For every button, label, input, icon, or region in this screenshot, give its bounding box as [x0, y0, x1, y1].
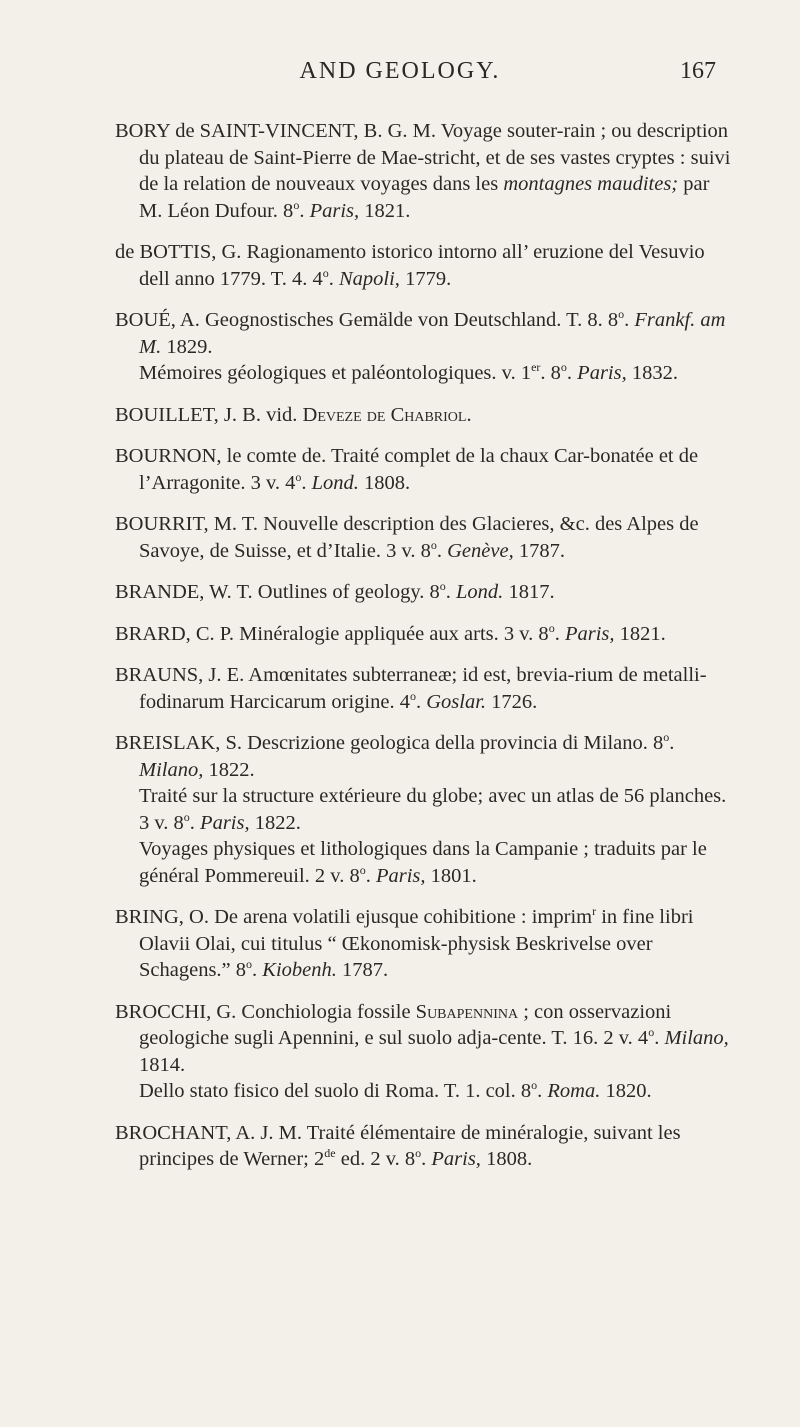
entry-line: BOUILLET, J. B. vid. Deveze de Chabriol.	[115, 403, 472, 426]
entry-bourrit	[115, 511, 733, 564]
entry-line: BRING, O. De arena volatili ejusque cohibitione : imprim$^r$ in fine libri Olavii Olai, cui titulus “ Œkonomisk-physisk Beskrivelse over Schagens.” 8$^o$. Kiobenh. 1787.	[115, 904, 694, 981]
page-number: 167	[680, 58, 716, 84]
entry-line: BRAUNS, J. E. Amœnitates subterraneæ; id est, brevia-rium de metalli-fodinarum Harcicarum origine. 4$^o$. Goslar. 1726.	[115, 664, 707, 713]
entry-bring	[115, 904, 733, 984]
bibliography-entries	[115, 118, 733, 1188]
entry-line: de BOTTIS, G. Ragionamento istorico intorno all’ eruzione del Vesuvio dell anno 1779. T. 4. 4$^o$. Napoli, 1779.	[115, 241, 705, 290]
entry-line: BROCCHI, G. Conchiologia fossile Subapennina ; con osservazioni geologiche sugli Apennini, e sul suolo adja-cente. T. 16. 2 v. 4$^o$. Milano, 1814.	[115, 1000, 729, 1076]
entry-breislak	[115, 730, 733, 889]
entry-bournon	[115, 443, 733, 496]
entry-brard	[115, 621, 733, 648]
entry-bottis	[115, 239, 733, 292]
page-header	[0, 58, 800, 98]
entry-line: BREISLAK, S. Descrizione geologica della provincia di Milano. 8$^o$. Milano, 1822.	[115, 730, 675, 781]
entry-line: Voyages physiques et lithologiques dans la Campanie ; traduits par le général Pommereuil. 2 v. 8$^o$. Paris, 1801.	[139, 838, 707, 887]
entry-line: BOURNON, le comte de. Traité complet de la chaux Car-bonatée et de l’Arragonite. 3 v. 4$^o$. Lond. 1808.	[115, 445, 699, 494]
entry-line: Mémoires géologiques et paléontologiques. v. 1er. 8$^o$. Paris, 1832.	[139, 360, 678, 384]
running-title: AND GEOLOGY.	[299, 58, 501, 84]
entry-line: BOUÉ, A. Geognostisches Gemälde von Deutschland. T. 8. 8$^o$. Frankf. am M. 1829.	[115, 307, 726, 358]
entry-brauns	[115, 662, 733, 715]
entry-bouillet	[115, 402, 733, 429]
entry-line: Dello stato fisico del suolo di Roma. T. 1. col. 8$^o$. Roma. 1820.	[139, 1078, 652, 1102]
entry-brochant	[115, 1120, 733, 1173]
entry-brocchi	[115, 999, 733, 1105]
entry-line: BRANDE, W. T. Outlines of geology. 8$^o$. Lond. 1817.	[115, 579, 555, 603]
entry-line: Traité sur la structure extérieure du globe; avec un atlas de 56 planches. 3 v. 8$^o$. Paris, 1822.	[139, 785, 727, 834]
entry-line: BRARD, C. P. Minéralogie appliquée aux arts. 3 v. 8$^o$. Paris, 1821.	[115, 620, 666, 645]
entry-line: BOURRIT, M. T. Nouvelle description des Glacieres, &c. des Alpes de Savoye, de Suisse, et d’Italie. 3 v. 8$^o$. Genève, 1787.	[115, 513, 699, 562]
entry-line: BROCHANT, A. J. M. Traité élémentaire de minéralogie, suivant les principes de Werner; 2de ed. 2 v. 8$^o$. Paris, 1808.	[115, 1121, 681, 1170]
entry-boue	[115, 307, 733, 387]
entry-line: BORY de SAINT-VINCENT, B. G. M. Voyage souter-rain ; ou description du plateau de Saint-Pierre de Mae-stricht, et de ses vastes cryptes : suivi de la relation de nouveaux voyages dans les montagnes maudites; par M. Léon Dufour. 8$^o$. Paris, 1821.	[115, 120, 731, 222]
entry-bory	[115, 118, 733, 224]
entry-brande	[115, 579, 733, 606]
